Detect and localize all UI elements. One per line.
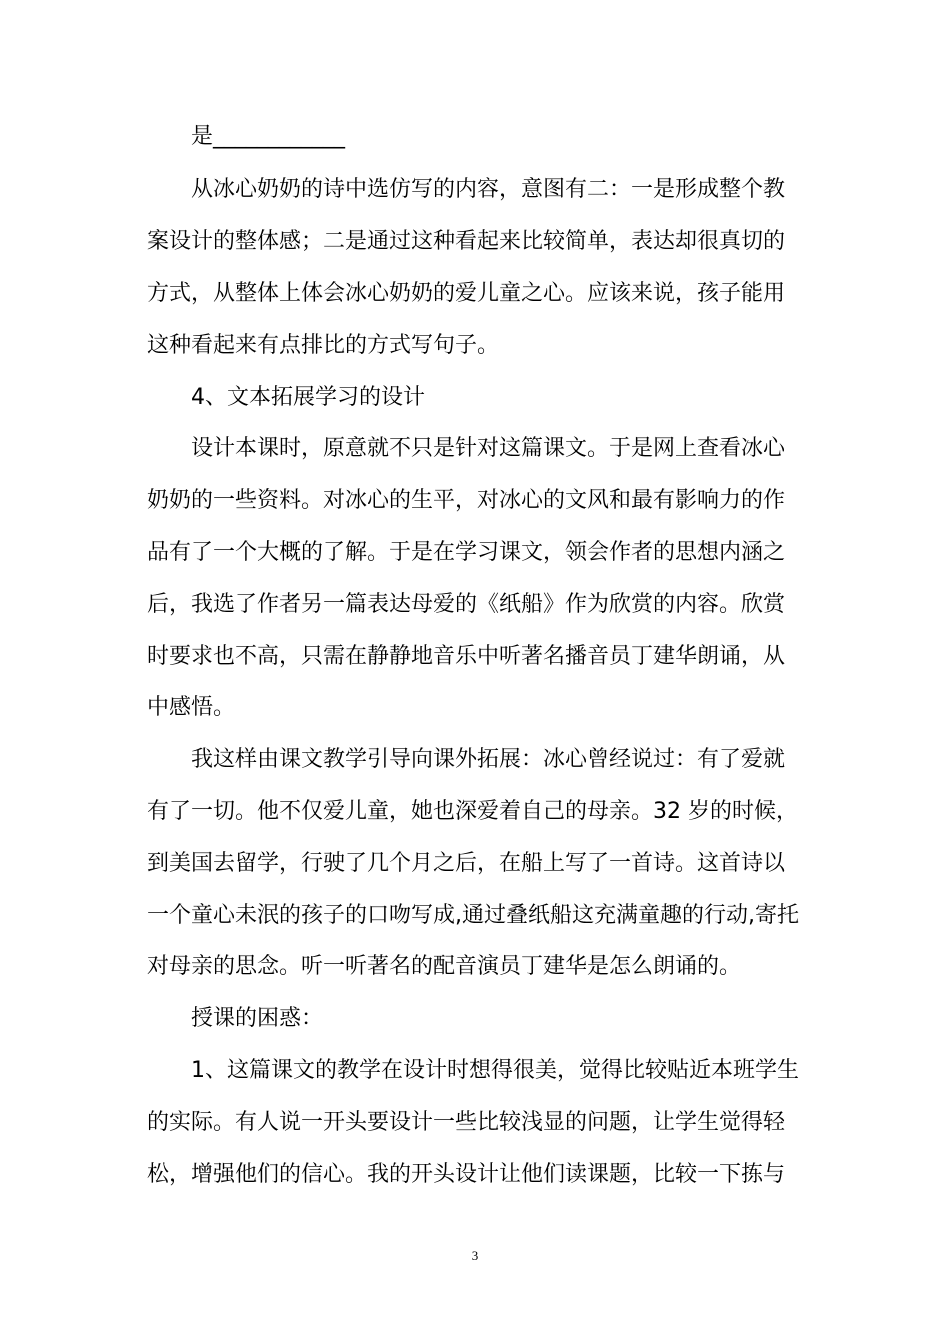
paragraph-line: 对母亲的思念。听一听著名的配音演员丁建华是怎么朗诵的。 [147, 954, 742, 979]
paragraph-line: 我这样由课文教学引导向课外拓展：冰心曾经说过：有了爱就 [191, 747, 786, 772]
paragraph-line: 方式，从整体上体会冰心奶奶的爱儿童之心。应该来说，孩子能用 [147, 281, 786, 306]
paragraph-line: 1、这篇课文的教学在设计时想得很美，觉得比较贴近本班学生 [191, 1058, 799, 1083]
section-heading: 4、文本拓展学习的设计 [191, 385, 425, 410]
paragraph-line: 的实际。有人说一开头要设计一些比较浅显的问题，让学生觉得轻 [147, 1110, 786, 1135]
section-heading: 授课的困惑： [191, 1006, 324, 1031]
paragraph-line: 一个童心未泯的孩子的口吻写成,通过叠纸船这充满童趣的行动,寄托 [147, 903, 799, 928]
page-number: 3 [471, 1248, 479, 1263]
paragraph-line: 松，增强他们的信心。我的开头设计让他们读课题，比较一下拣与 [147, 1162, 786, 1187]
paragraph-line: 品有了一个大概的了解。于是在学习课文，领会作者的思想内涵之 [147, 540, 786, 565]
paragraph-line: 到美国去留学，行驶了几个月之后，在船上写了一首诗。这首诗以 [147, 851, 786, 876]
paragraph-line: 从冰心奶奶的诗中选仿写的内容，意图有二：一是形成整个教 [191, 177, 786, 202]
paragraph-line: 时要求也不高，只需在静静地音乐中听著名播音员丁建华朗诵，从 [147, 644, 786, 669]
paragraph-line: 是____________ [191, 124, 346, 149]
paragraph-line: 设计本课时，原意就不只是针对这篇课文。于是网上查看冰心 [191, 436, 786, 461]
paragraph-line: 后，我选了作者另一篇表达母爱的《纸船》作为欣赏的内容。欣赏 [147, 592, 786, 617]
paragraph-line: 中感悟。 [147, 695, 236, 720]
paragraph-line: 有了一切。他不仅爱儿童，她也深爱着自己的母亲。32 岁的时候， [147, 799, 798, 824]
paragraph-line: 这种看起来有点排比的方式写句子。 [147, 333, 500, 358]
paragraph-line: 奶奶的一些资料。对冰心的生平，对冰心的文风和最有影响力的作 [147, 488, 786, 513]
paragraph-line: 案设计的整体感；二是通过这种看起来比较简单，表达却很真切的 [147, 229, 786, 254]
